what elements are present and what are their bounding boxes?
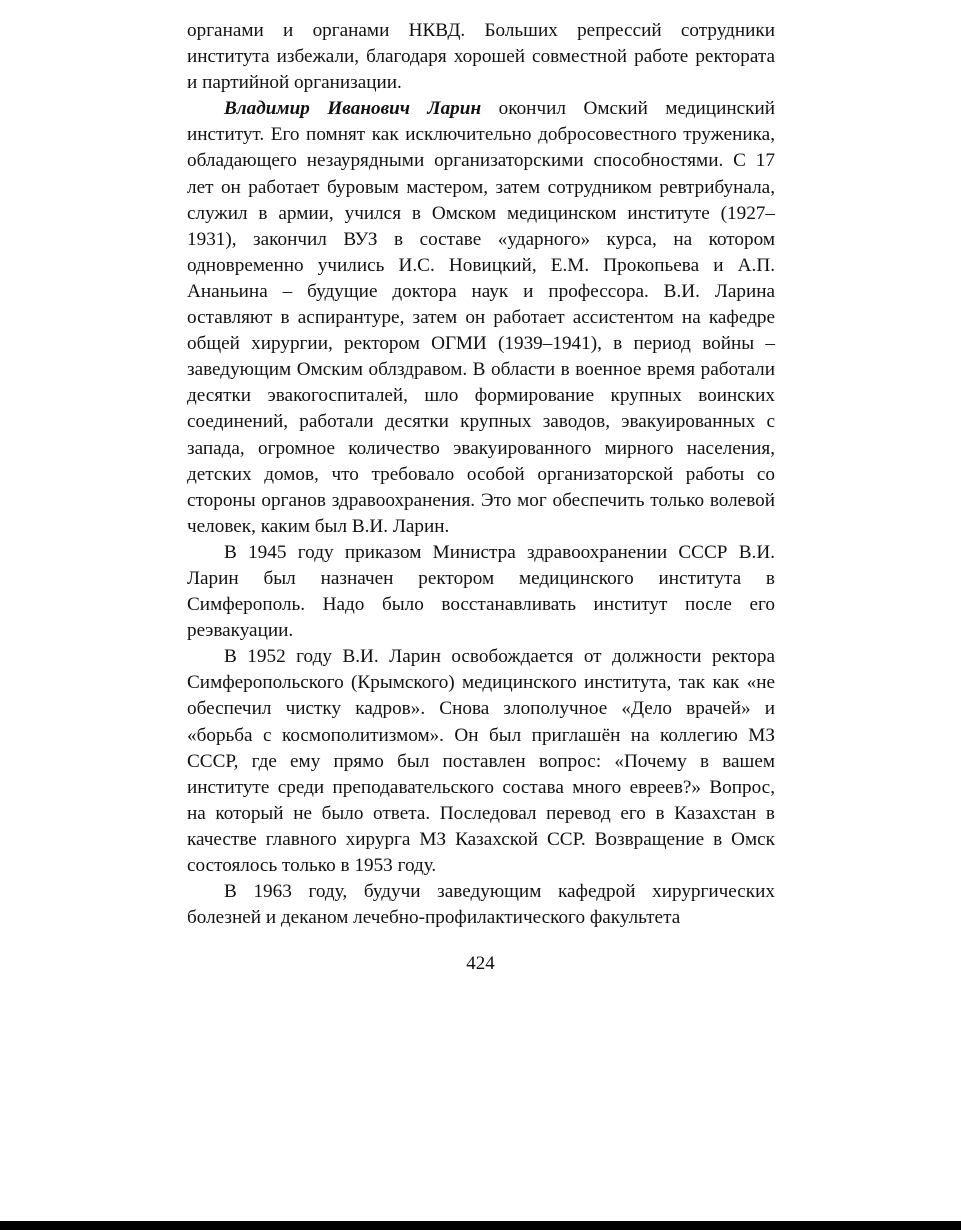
scan-edge-divider	[0, 1221, 961, 1230]
page-number: 424	[466, 953, 495, 974]
paragraph-larin-bio	[187, 96, 775, 540]
person-name: Владимир Иванович Ларин	[224, 98, 482, 120]
main-text	[187, 18, 775, 931]
paragraph-continuation: органами и органами НКВД. Больших репрессий сотрудники института избежали, благодаря хорошей совместной работе ректората и партийной организации.	[187, 20, 775, 94]
paragraph-1952: В 1952 году В.И. Ларин освобождается от должности ректора Симферопольского (Крымского) медицинского института, так как «не обеспечил чистку кадров». Снова злополучное «Дело врачей» и «борьба с космополитизмом». Он был приглашён на коллегию МЗ СССР, где ему прямо был поставлен вопрос: «Почему в вашем институте среди преподавательского состава много евреев?» Вопрос, на который не было ответа. Последовал перевод его в Казахстан в качестве главного хирурга МЗ Казахской ССР. Возвращение в Омск состоялось только в 1953 году.	[187, 646, 775, 876]
paragraph-body: окончил Омский медицинский институт. Его помнят как исключительно добросовестного труженика, обладающего незаурядными организаторскими способностями. С 17 лет он работает буровым мастером, затем сотрудником ревтрибунала, служил в армии, учился в Омском медицинском институте (1927–1931), закончил ВУЗ в составе «ударного» курса, на котором одновременно учились И.С. Новицкий, Е.М. Прокопьева и А.П. Ананьина – будущие доктора наук и профессора. В.И. Ларина оставляют в аспирантуре, затем он работает ассистентом на кафедре общей хирургии, ректором ОГМИ (1939–1941), в период войны – заведующим Омским облздравом. В области в военное время работали десятки эвакогоспиталей, шло формирование крупных воинских соединений, работали десятки крупных заводов, эвакуированных с запада, огромное количество эвакуированного мирного населения, детских домов, что требовало особой организаторской работы со стороны органов здравоохранения. Это мог обеспечить только волевой человек, каким был В.И. Ларин.	[187, 98, 775, 537]
paragraph-1945: В 1945 году приказом Министра здравоохранении СССР В.И. Ларин был назначен ректором медицинского института в Симферополь. Надо было восстанавливать институт после его реэвакуации.	[187, 541, 775, 642]
paragraph-1963: В 1963 году, будучи заведующим кафедрой хирургических болезней и деканом лечебно-профилактического факультета	[187, 881, 775, 929]
